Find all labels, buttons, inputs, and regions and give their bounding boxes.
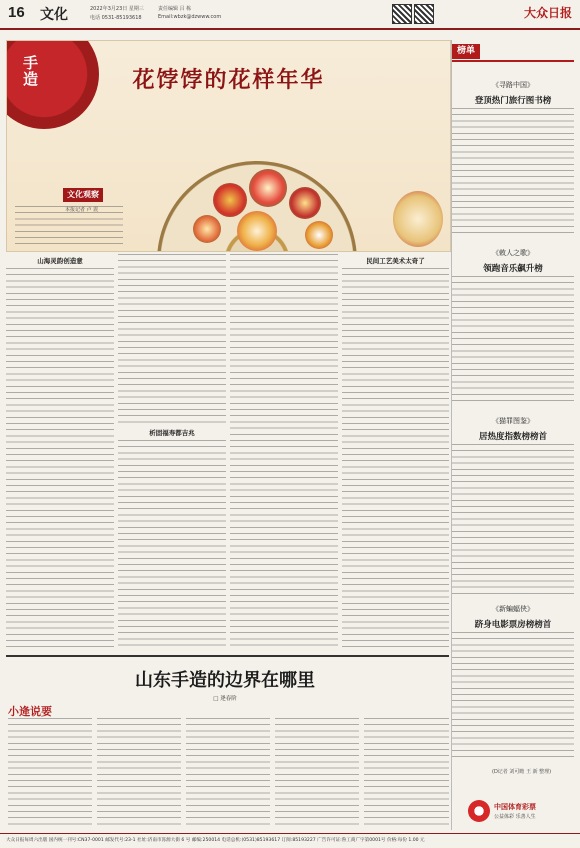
essay-body bbox=[8, 718, 449, 828]
side-huabobo-image bbox=[393, 191, 443, 247]
ranking-body bbox=[452, 632, 574, 762]
section-divider bbox=[6, 655, 449, 657]
phone: 电话 0531-85193618 bbox=[90, 15, 142, 21]
lottery-logo-icon bbox=[468, 800, 490, 822]
newspaper-logo: 大众日报 bbox=[523, 6, 572, 20]
editor: 责任编辑 吕 栋 bbox=[158, 6, 192, 12]
ranking-headline: 领跑音乐飙升榜 bbox=[483, 264, 543, 274]
page-number: 16 bbox=[8, 4, 25, 21]
lottery-name: 中国体育彩票 bbox=[494, 803, 536, 811]
page-footer bbox=[0, 833, 580, 848]
ranking-kicker: 《敕人之歌》 bbox=[492, 249, 534, 257]
culture-badge: 文化观察 bbox=[63, 188, 103, 202]
ranking-body bbox=[452, 444, 574, 594]
subhead-3: 民间工艺美术太奇了 bbox=[366, 257, 425, 265]
page-header bbox=[0, 0, 580, 30]
ranking-body bbox=[452, 108, 574, 238]
column-4 bbox=[342, 268, 449, 648]
subhead-2: 析固福寿都吉兆 bbox=[149, 429, 195, 437]
essay-title: 山东手造的边界在哪里 bbox=[135, 670, 315, 691]
qr-code-icon bbox=[414, 4, 434, 24]
section-name: 文化 bbox=[40, 7, 68, 23]
email: Email:wbzk@dzwww.com bbox=[158, 14, 222, 20]
column-2-top bbox=[118, 254, 226, 424]
lottery-ad bbox=[468, 800, 574, 826]
column-tag-text: 小逄说要 bbox=[8, 705, 52, 718]
ranking-sidebar bbox=[452, 44, 574, 800]
lottery-tagline: 公益体彩 乐善人生 bbox=[494, 814, 536, 820]
column-3 bbox=[230, 254, 338, 648]
ranking-credit: (D记者 刘可瞻 王 新 整理) bbox=[492, 769, 552, 775]
column-2-bottom bbox=[118, 440, 226, 648]
handmade-tag: 手造 bbox=[23, 54, 39, 88]
qr-code-icon bbox=[392, 4, 412, 24]
subhead-1: 山海灵韵创造意 bbox=[37, 257, 83, 265]
ranking-kicker: 《猫罪图鉴》 bbox=[492, 417, 534, 425]
essay-author: □ 逄春阶 bbox=[213, 696, 237, 702]
ranking-badge bbox=[452, 44, 480, 59]
feature-banner bbox=[6, 40, 451, 252]
reporter-byline: 本报记者 卢 震 bbox=[65, 207, 99, 213]
footer-text: 大众日报每周六出版 国内统一刊号:CN37-0001 邮发代号:23-1 社址:济南市泺源大街 6 号 邮编:250014 电话总机:(0531)85193617 订阅:85193227 广告许可证:鲁工商广字第0001号 价格:每份 1.00 元 bbox=[6, 838, 425, 843]
ranking-headline: 登顶热门旅行图书榜 bbox=[474, 96, 552, 106]
badge-rule bbox=[452, 60, 574, 62]
ranking-body bbox=[452, 276, 574, 406]
ranking-kicker: 《新蝙蝠侠》 bbox=[492, 605, 534, 613]
column-1 bbox=[6, 268, 114, 648]
ranking-headline: 跻身电影票房榜榜首 bbox=[474, 620, 552, 630]
column-tag bbox=[8, 700, 76, 716]
ranking-headline: 居热度指数榜榜首 bbox=[478, 432, 547, 442]
article-body bbox=[6, 254, 449, 650]
ranking-badge-label: 榜单 bbox=[457, 46, 476, 56]
issue-date: 2022年3月23日 星期三 bbox=[90, 6, 144, 12]
huabobo-illustration bbox=[157, 161, 357, 252]
ranking-kicker: 《寻路中国》 bbox=[492, 81, 534, 89]
feature-title: 花饽饽的花样年华 bbox=[132, 67, 325, 93]
